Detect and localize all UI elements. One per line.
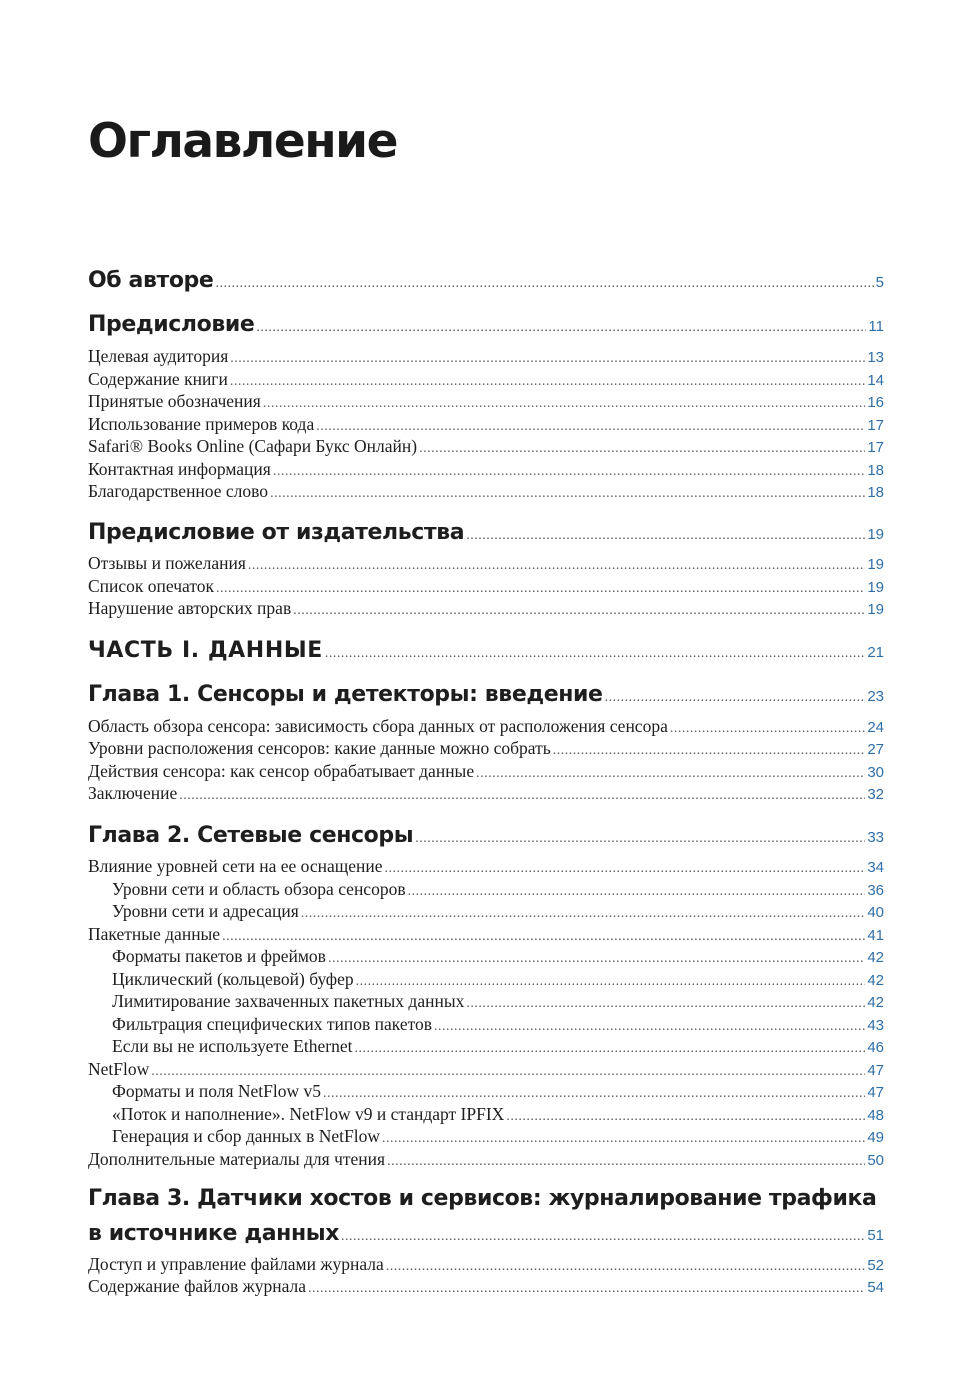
toc-page-number[interactable]: 46 xyxy=(867,1039,884,1056)
toc-page-number[interactable]: 19 xyxy=(867,579,884,596)
toc-entry-title: Safari® Books Online (Сафари Букс Онлайн) xyxy=(88,436,418,456)
toc-page-number[interactable]: 34 xyxy=(867,859,884,876)
toc-heading[interactable] xyxy=(88,638,884,663)
dot-leader xyxy=(605,690,866,706)
dot-leader xyxy=(293,603,865,619)
toc-subentry[interactable] xyxy=(112,946,884,967)
toc-entry-title: Заключение xyxy=(88,783,178,803)
toc-page-number[interactable]: 32 xyxy=(867,786,884,803)
dot-leader xyxy=(434,1019,865,1035)
dot-leader xyxy=(263,396,866,412)
toc-page-number[interactable]: 43 xyxy=(867,1017,884,1034)
toc-page-number[interactable]: 47 xyxy=(867,1084,884,1101)
dot-leader xyxy=(466,528,865,544)
toc-page-number[interactable]: 48 xyxy=(867,1107,884,1124)
toc-entry-title: Список опечаток xyxy=(88,576,215,596)
toc-page-number[interactable]: 42 xyxy=(867,972,884,989)
toc-page-number[interactable]: 18 xyxy=(867,484,884,501)
dot-leader xyxy=(415,831,865,847)
toc-entry[interactable] xyxy=(88,436,884,457)
toc-entry[interactable] xyxy=(88,1254,884,1275)
toc-entry[interactable] xyxy=(88,856,884,877)
toc-entry-title: Нарушение авторских прав xyxy=(88,598,292,618)
toc-page-number[interactable]: 11 xyxy=(868,318,884,335)
dot-leader xyxy=(222,929,865,945)
toc-heading[interactable] xyxy=(88,312,884,337)
toc-entry-title: Доступ и управление файлами журнала xyxy=(88,1254,384,1274)
toc-entry-title: Генерация и сбор данных в NetFlow xyxy=(112,1126,381,1146)
toc-entry-title: ЧАСТЬ I. ДАННЫЕ xyxy=(88,638,323,663)
toc-entry-title: Содержание файлов журнала xyxy=(88,1276,307,1296)
toc-subentry[interactable] xyxy=(112,1036,884,1057)
toc-subentry[interactable] xyxy=(112,1104,884,1125)
toc-entry[interactable] xyxy=(88,1149,884,1170)
toc-page-number[interactable]: 42 xyxy=(867,949,884,966)
dot-leader xyxy=(384,861,865,877)
toc-page-number[interactable]: 23 xyxy=(867,688,884,705)
dot-leader xyxy=(354,1041,865,1057)
toc-page-number[interactable]: 33 xyxy=(867,829,884,846)
toc-subentry[interactable] xyxy=(112,969,884,990)
dot-leader xyxy=(386,1259,866,1275)
dot-leader xyxy=(216,581,865,597)
toc-entry-title: Уровни сети и область обзора сенсоров xyxy=(112,879,406,899)
toc-page-number[interactable]: 16 xyxy=(867,394,884,411)
toc-entry[interactable] xyxy=(88,924,884,945)
toc-page-number[interactable]: 50 xyxy=(867,1152,884,1169)
toc-entry[interactable] xyxy=(88,738,884,759)
dot-leader xyxy=(356,974,866,990)
toc-page-number[interactable]: 5 xyxy=(875,274,884,291)
toc-page-number[interactable]: 52 xyxy=(867,1257,884,1274)
toc-entry-title: Предисловие от издательства xyxy=(88,520,465,545)
toc-page-number[interactable]: 18 xyxy=(867,462,884,479)
toc-page-number[interactable]: 21 xyxy=(867,644,884,661)
toc-page-number[interactable]: 13 xyxy=(867,349,884,366)
dot-leader xyxy=(323,1086,865,1102)
toc-entry[interactable] xyxy=(88,346,884,367)
toc-subentry[interactable] xyxy=(112,1126,884,1147)
toc-entry-title: Область обзора сенсора: зависимость сбора данных от расположения сенсора xyxy=(88,716,668,736)
toc-page-number[interactable]: 19 xyxy=(867,526,884,543)
toc-heading[interactable] xyxy=(88,1221,884,1246)
toc-entry-title: Благодарственное слово xyxy=(88,481,269,501)
dot-leader xyxy=(230,374,865,390)
toc-page-number[interactable]: 41 xyxy=(867,927,884,944)
toc-entry-title: Контактная информация xyxy=(88,459,271,479)
dot-leader xyxy=(179,788,865,804)
toc-entry-title: «Поток и наполнение». NetFlow v9 и стандарт IPFIX xyxy=(112,1104,505,1124)
toc-entry[interactable] xyxy=(88,414,884,435)
toc-page-number[interactable]: 36 xyxy=(867,882,884,899)
dot-leader xyxy=(553,743,866,759)
toc-entry-title: Глава 3. Датчики хостов и сервисов: журналирование трафика xyxy=(88,1186,877,1211)
page-title: Оглавление xyxy=(88,114,397,169)
dot-leader xyxy=(408,884,866,900)
toc-entry[interactable] xyxy=(88,1059,884,1080)
toc-entry-title: Целевая аудитория xyxy=(88,346,229,366)
toc-entry[interactable] xyxy=(88,598,884,619)
toc-entry-title: Отзывы и пожелания xyxy=(88,553,246,573)
dot-leader xyxy=(256,320,866,336)
toc-page-number[interactable]: 19 xyxy=(867,556,884,573)
toc-entry-title: Принятые обозначения xyxy=(88,391,261,411)
toc-entry[interactable] xyxy=(88,553,884,574)
toc-page-number[interactable]: 54 xyxy=(867,1279,884,1296)
toc-page-number[interactable]: 42 xyxy=(867,994,884,1011)
toc-entry-title: Фильтрация специфических типов пакетов xyxy=(112,1014,433,1034)
toc-entry-title: Форматы пакетов и фреймов xyxy=(112,946,326,966)
dot-leader xyxy=(670,721,865,737)
dot-leader xyxy=(151,1064,865,1080)
toc-entry[interactable] xyxy=(88,391,884,412)
toc-entry-title: Использование примеров кода xyxy=(88,414,315,434)
dot-leader xyxy=(387,1154,865,1170)
toc-entry[interactable] xyxy=(88,1276,884,1297)
dot-leader xyxy=(316,419,865,435)
toc-subentry[interactable] xyxy=(112,901,884,922)
toc-page-number[interactable]: 17 xyxy=(867,439,884,456)
toc-page-number[interactable]: 47 xyxy=(867,1062,884,1079)
dot-leader xyxy=(273,464,865,480)
toc-page-number[interactable]: 49 xyxy=(867,1129,884,1146)
toc-entry-title: Уровни расположения сенсоров: какие данные можно собрать xyxy=(88,738,551,758)
toc-entry[interactable] xyxy=(88,761,884,782)
toc-entry-title: Дополнительные материалы для чтения xyxy=(88,1149,386,1169)
toc-page-number[interactable]: 27 xyxy=(867,741,884,758)
dot-leader xyxy=(301,906,866,922)
toc-page-number[interactable]: 17 xyxy=(867,417,884,434)
toc-subentry[interactable] xyxy=(112,1014,884,1035)
toc-entry[interactable] xyxy=(88,459,884,480)
dot-leader xyxy=(248,558,865,574)
toc-entry-title: Предисловие xyxy=(88,312,255,337)
toc-page-number[interactable]: 51 xyxy=(867,1227,884,1244)
toc-entry[interactable] xyxy=(88,576,884,597)
toc-entry-title: Пакетные данные xyxy=(88,924,221,944)
dot-leader xyxy=(341,1229,865,1245)
toc-entry[interactable] xyxy=(88,369,884,390)
toc-entry-title: Содержание книги xyxy=(88,369,228,389)
dot-leader xyxy=(270,486,865,502)
toc-heading[interactable] xyxy=(88,520,884,545)
toc-entry-title: Об авторе xyxy=(88,268,214,293)
toc-entry-title: Циклический (кольцевой) буфер xyxy=(112,969,354,989)
dot-leader xyxy=(382,1131,865,1147)
dot-leader xyxy=(328,951,865,967)
toc-heading[interactable] xyxy=(88,1186,884,1211)
dot-leader xyxy=(215,276,873,292)
toc-subentry[interactable] xyxy=(112,1081,884,1102)
dot-leader xyxy=(230,351,865,367)
toc-entry-title: Уровни сети и адресация xyxy=(112,901,299,921)
toc-page-number[interactable]: 40 xyxy=(867,904,884,921)
toc-entry[interactable] xyxy=(88,716,884,737)
toc-page-number[interactable]: 19 xyxy=(867,601,884,618)
toc-entry-title: Действия сенсора: как сенсор обрабатывает данные xyxy=(88,761,475,781)
dot-leader xyxy=(466,996,865,1012)
dot-leader xyxy=(506,1109,865,1125)
toc-entry-title: NetFlow xyxy=(88,1059,150,1079)
toc-entry-title: в источнике данных xyxy=(88,1221,340,1246)
toc-entry-title: Лимитирование захваченных пакетных данных xyxy=(112,991,465,1011)
dot-leader xyxy=(325,646,865,662)
toc-entry-title: Форматы и поля NetFlow v5 xyxy=(112,1081,322,1101)
toc-heading[interactable] xyxy=(88,682,884,707)
dot-leader xyxy=(419,441,865,457)
toc-page-number[interactable]: 24 xyxy=(867,719,884,736)
toc-entry-title: Если вы не используете Ethernet xyxy=(112,1036,353,1056)
toc-page-number[interactable]: 14 xyxy=(867,372,884,389)
toc-subentry[interactable] xyxy=(112,879,884,900)
dot-leader xyxy=(308,1281,865,1297)
toc-entry-title: Глава 1. Сенсоры и детекторы: введение xyxy=(88,682,603,707)
toc-entry[interactable] xyxy=(88,783,884,804)
toc-heading[interactable] xyxy=(88,823,884,848)
toc-subentry[interactable] xyxy=(112,991,884,1012)
toc-heading[interactable] xyxy=(88,268,884,293)
toc-page-number[interactable]: 30 xyxy=(867,764,884,781)
toc-entry[interactable] xyxy=(88,481,884,502)
toc-entry-title: Глава 2. Сетевые сенсоры xyxy=(88,823,414,848)
toc-entry-title: Влияние уровней сети на ее оснащение xyxy=(88,856,383,876)
dot-leader xyxy=(476,766,865,782)
